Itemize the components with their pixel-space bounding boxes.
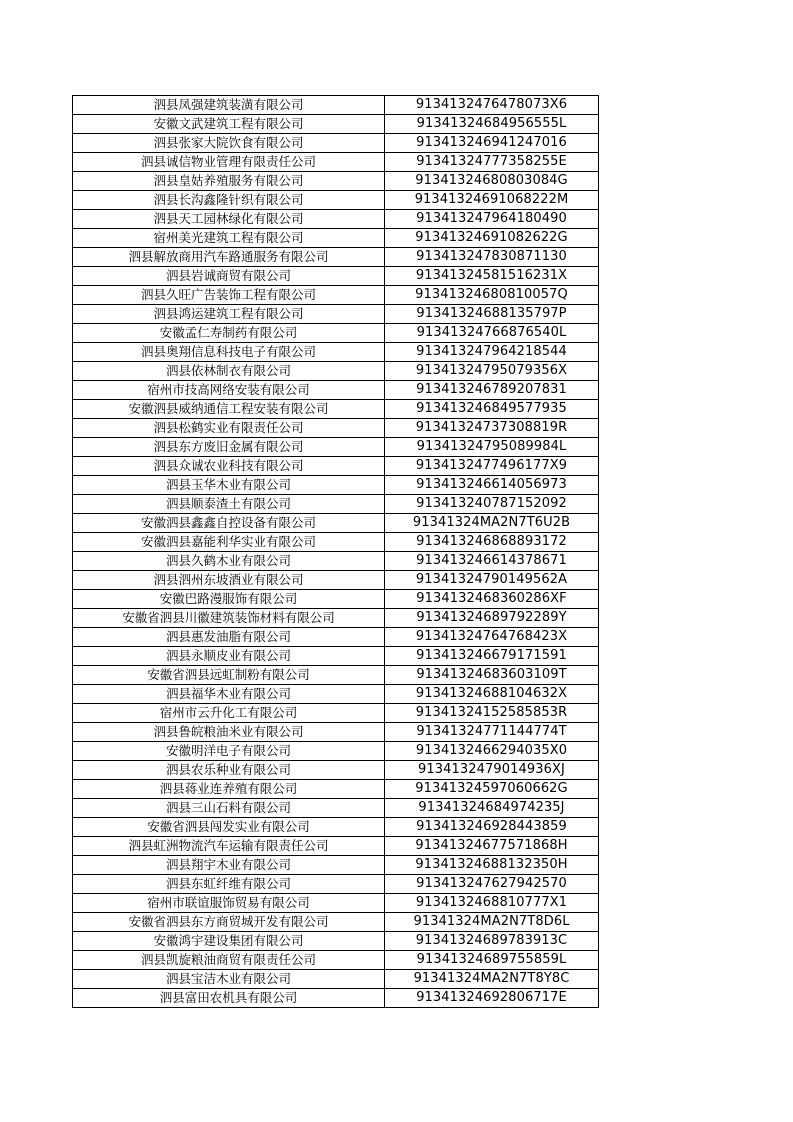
company-name-cell: 泗县永顺皮业有限公司	[73, 647, 385, 666]
table-row	[73, 115, 599, 134]
company-name-cell: 安徽巴路漫服饰有限公司	[73, 590, 385, 609]
credit-code-cell: 91341324688135797P	[385, 305, 599, 324]
credit-code-cell: 91341324777358255E	[385, 153, 599, 172]
table-row	[73, 761, 599, 780]
company-name-cell: 泗县顺泰渣土有限公司	[73, 495, 385, 514]
table-row	[73, 267, 599, 286]
company-name-cell: 泗县诚信物业管理有限责任公司	[73, 153, 385, 172]
company-name-cell: 泗县泗州东坡酒业有限公司	[73, 571, 385, 590]
company-name-cell: 安徽省泗县远虹制粉有限公司	[73, 666, 385, 685]
table-row	[73, 704, 599, 723]
credit-code-cell: 91341324790149562A	[385, 571, 599, 590]
credit-code-cell: 91341324771144774T	[385, 723, 599, 742]
company-name-cell: 泗县久旺广告装饰工程有限公司	[73, 286, 385, 305]
company-name-cell: 泗县翔宇木业有限公司	[73, 856, 385, 875]
credit-code-cell: 9134132468360286XF	[385, 590, 599, 609]
credit-code-cell: 913413247627942570	[385, 875, 599, 894]
credit-code-cell: 91341324684956555L	[385, 115, 599, 134]
credit-code-cell: 913413246849577935	[385, 400, 599, 419]
credit-code-cell: 9134132466294035X0	[385, 742, 599, 761]
credit-code-cell: 913413247964218544	[385, 343, 599, 362]
credit-code-cell: 91341324692806717E	[385, 989, 599, 1008]
credit-code-cell: 91341324689783913C	[385, 932, 599, 951]
company-name-cell: 安徽省泗县东方商贸城开发有限公司	[73, 913, 385, 932]
credit-code-cell: 9134132477496177X9	[385, 457, 599, 476]
credit-code-cell: 91341324688132350H	[385, 856, 599, 875]
credit-code-cell: 91341324689755859L	[385, 951, 599, 970]
company-name-cell: 安徽泗县鑫鑫自控设备有限公司	[73, 514, 385, 533]
table-row	[73, 609, 599, 628]
credit-code-cell: 913413246941247016	[385, 134, 599, 153]
credit-code-cell: 913413247964180490	[385, 210, 599, 229]
company-name-cell: 泗县鸿运建筑工程有限公司	[73, 305, 385, 324]
table-row	[73, 457, 599, 476]
credit-code-cell: 9134132468810777X1	[385, 894, 599, 913]
table-row	[73, 438, 599, 457]
table-row	[73, 400, 599, 419]
credit-code-cell: 91341324766876540L	[385, 324, 599, 343]
company-name-cell: 泗县长沟鑫隆针织有限公司	[73, 191, 385, 210]
company-name-cell: 宿州市技高网络安装有限公司	[73, 381, 385, 400]
company-name-cell: 宿州美光建筑工程有限公司	[73, 229, 385, 248]
company-registry-table	[72, 95, 599, 1008]
table-row	[73, 723, 599, 742]
company-name-cell: 泗县农乐种业有限公司	[73, 761, 385, 780]
credit-code-cell: 91341324764768423X	[385, 628, 599, 647]
company-name-cell: 安徽泗县嘉能利华实业有限公司	[73, 533, 385, 552]
company-name-cell: 泗县东方废旧金属有限公司	[73, 438, 385, 457]
company-name-cell: 泗县岩诚商贸有限公司	[73, 267, 385, 286]
table-row	[73, 628, 599, 647]
credit-code-cell: 913413246614056973	[385, 476, 599, 495]
company-name-cell: 安徽明洋电子有限公司	[73, 742, 385, 761]
table-row	[73, 780, 599, 799]
company-name-cell: 泗县依林制衣有限公司	[73, 362, 385, 381]
company-name-cell: 泗县惠发油脂有限公司	[73, 628, 385, 647]
table-row	[73, 742, 599, 761]
table-row	[73, 970, 599, 989]
table-row	[73, 666, 599, 685]
credit-code-cell: 91341324691082622G	[385, 229, 599, 248]
table-row	[73, 685, 599, 704]
credit-code-cell: 91341324683603109T	[385, 666, 599, 685]
company-name-cell: 泗县凯旋粮油商贸有限责任公司	[73, 951, 385, 970]
credit-code-cell: 91341324581516231X	[385, 267, 599, 286]
company-name-cell: 泗县玉华木业有限公司	[73, 476, 385, 495]
company-name-cell: 安徽省泗县闯发实业有限公司	[73, 818, 385, 837]
credit-code-cell: 91341324680803084G	[385, 172, 599, 191]
company-name-cell: 泗县鲁皖粮油米业有限公司	[73, 723, 385, 742]
table-row	[73, 210, 599, 229]
table-row	[73, 96, 599, 115]
credit-code-cell: 9134132479014936XJ	[385, 761, 599, 780]
credit-code-cell: 913413246928443859	[385, 818, 599, 837]
credit-code-cell: 91341324680810057Q	[385, 286, 599, 305]
table-row	[73, 343, 599, 362]
table-row	[73, 590, 599, 609]
table-row	[73, 799, 599, 818]
table-row	[73, 286, 599, 305]
table-row	[73, 381, 599, 400]
credit-code-cell: 913413240787152092	[385, 495, 599, 514]
credit-code-cell: 91341324MA2N7T6U2B	[385, 514, 599, 533]
company-name-cell: 泗县天工园林绿化有限公司	[73, 210, 385, 229]
credit-code-cell: 91341324677571868H	[385, 837, 599, 856]
company-name-cell: 泗县解放商用汽车路通服务有限公司	[73, 248, 385, 267]
table-row	[73, 134, 599, 153]
company-name-cell: 泗县虹洲物流汽车运输有限责任公司	[73, 837, 385, 856]
table-row	[73, 552, 599, 571]
credit-code-cell: 913413247830871130	[385, 248, 599, 267]
company-name-cell: 泗县久鹤木业有限公司	[73, 552, 385, 571]
table-row	[73, 875, 599, 894]
company-name-cell: 泗县三山石料有限公司	[73, 799, 385, 818]
credit-code-cell: 9134132476478073X6	[385, 96, 599, 115]
table-row	[73, 419, 599, 438]
company-name-cell: 泗县东虹纤维有限公司	[73, 875, 385, 894]
table-row	[73, 913, 599, 932]
table-row	[73, 248, 599, 267]
table-row	[73, 229, 599, 248]
credit-code-cell: 91341324688104632X	[385, 685, 599, 704]
credit-code-cell: 91341324684974235J	[385, 799, 599, 818]
company-name-cell: 泗县众诚农业科技有限公司	[73, 457, 385, 476]
company-name-cell: 泗县凤强建筑装潢有限公司	[73, 96, 385, 115]
table-row	[73, 989, 599, 1008]
credit-code-cell: 91341324152585853R	[385, 704, 599, 723]
table-row	[73, 495, 599, 514]
credit-code-cell: 91341324MA2N7T8D6L	[385, 913, 599, 932]
credit-code-cell: 91341324597060662G	[385, 780, 599, 799]
table-row	[73, 856, 599, 875]
table-row	[73, 837, 599, 856]
credit-code-cell: 91341324795079356X	[385, 362, 599, 381]
company-name-cell: 泗县奥翔信息科技电子有限公司	[73, 343, 385, 362]
credit-code-cell: 913413246789207831	[385, 381, 599, 400]
credit-code-cell: 91341324737308819R	[385, 419, 599, 438]
credit-code-cell: 91341324MA2N7T8Y8C	[385, 970, 599, 989]
company-name-cell: 泗县宝洁木业有限公司	[73, 970, 385, 989]
company-name-cell: 泗县松鹤实业有限责任公司	[73, 419, 385, 438]
table-row	[73, 951, 599, 970]
credit-code-cell: 91341324795089984L	[385, 438, 599, 457]
company-name-cell: 安徽泗县威纳通信工程安装有限公司	[73, 400, 385, 419]
credit-code-cell: 91341324689792289Y	[385, 609, 599, 628]
table-row	[73, 818, 599, 837]
company-name-cell: 宿州市联谊服饰贸易有限公司	[73, 894, 385, 913]
table-body	[73, 96, 599, 1008]
table-row	[73, 476, 599, 495]
table-row	[73, 172, 599, 191]
table-row	[73, 647, 599, 666]
company-name-cell: 宿州市云升化工有限公司	[73, 704, 385, 723]
company-name-cell: 泗县张家大院饮食有限公司	[73, 134, 385, 153]
credit-code-cell: 91341324691068222M	[385, 191, 599, 210]
table-row	[73, 324, 599, 343]
table-row	[73, 533, 599, 552]
company-name-cell: 泗县皇姑养殖服务有限公司	[73, 172, 385, 191]
credit-code-cell: 913413246868893172	[385, 533, 599, 552]
company-name-cell: 安徽孟仁寿制药有限公司	[73, 324, 385, 343]
company-name-cell: 安徽鸿宇建设集团有限公司	[73, 932, 385, 951]
table-row	[73, 153, 599, 172]
company-name-cell: 泗县福华木业有限公司	[73, 685, 385, 704]
table-row	[73, 191, 599, 210]
company-name-cell: 安徽文武建筑工程有限公司	[73, 115, 385, 134]
table-row	[73, 305, 599, 324]
credit-code-cell: 913413246679171591	[385, 647, 599, 666]
company-name-cell: 泗县蒋业连养殖有限公司	[73, 780, 385, 799]
company-name-cell: 泗县富田农机具有限公司	[73, 989, 385, 1008]
table-row	[73, 932, 599, 951]
table-row	[73, 571, 599, 590]
table-row	[73, 362, 599, 381]
table-row	[73, 514, 599, 533]
credit-code-cell: 913413246614378671	[385, 552, 599, 571]
table-row	[73, 894, 599, 913]
company-name-cell: 安徽省泗县川徽建筑装饰材料有限公司	[73, 609, 385, 628]
